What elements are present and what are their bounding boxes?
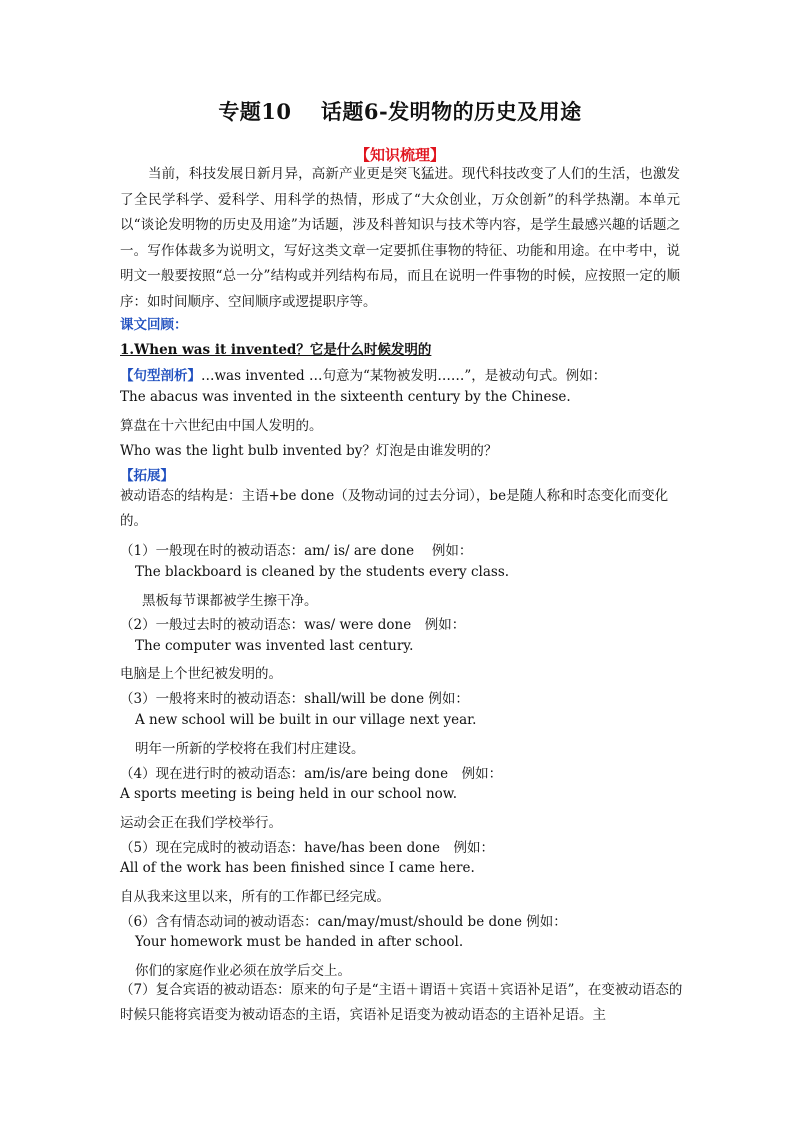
item3-zh: 明年一所新的学校将在我们村庄建设。 bbox=[135, 741, 365, 757]
knowledge-heading: 【知识梳理】 bbox=[354, 146, 445, 164]
item1-head: （1）一般现在时的被动语态：am/ is/ are done 例如： bbox=[120, 543, 473, 559]
item2-zh: 电脑是上个世纪被发明的。 bbox=[120, 666, 282, 682]
item7-text: （7）复合宾语的被动语态：原来的句子是“主语＋谓语＋宾语＋宾语补足语”，在变被动语态的时候只能将宾语变为被动语态的主语，宾语补足语变为被动语态的主语补足语。主 bbox=[120, 982, 683, 1023]
item3-en: A new school will be built in our village next year. bbox=[135, 712, 477, 728]
review-heading: 课文回顾： bbox=[120, 317, 188, 333]
item4-head: （4）现在进行时的被动语态：am/is/are being done 例如： bbox=[120, 766, 503, 782]
analysis-label: 【句型剖析】 bbox=[120, 368, 201, 384]
item5-zh: 自从我来这里以来，所有的工作都已经完成。 bbox=[120, 889, 390, 905]
item4-en: A sports meeting is being held in our school now. bbox=[120, 786, 458, 802]
analysis-text: …was invented …句意为“某物被发明……”，是被动句式。例如： bbox=[201, 368, 607, 384]
analysis-line bbox=[120, 364, 690, 384]
point1-title: 1.When was it invented？它是什么时候发明的 bbox=[120, 342, 432, 358]
example2: Who was the light bulb invented by？灯泡是由谁发明的？ bbox=[120, 443, 498, 459]
intro-paragraph: 当前，科技发展日新月异，高新产业更是突飞猛进。现代科技改变了人们的生活，也激发了全民学科学、爱科学、用科学的热情，形成了“大众创业，万众创新”的科学热潮。本单元以“谈论发明物的历史及用途”为话题，涉及科普知识与技术等内容，是学生最感兴趣的话题之一。写作体裁多为说明文，写好这类文章一定要抓住事物的特征、功能和用途。在中考中，说明文一般要按照“总一分”结构或并列结构布局，而且在说明一件事物的时候，应按照一定的顺序：如时间顺序、空间顺序或逻提职序等。 bbox=[120, 166, 680, 310]
structure-text: 被动语态的结构是：主语+be done（及物动词的过去分词），be是随人称和时态变化而变化的。 bbox=[120, 488, 669, 529]
page-title: 专题10 话题6-发明物的历史及用途 bbox=[218, 99, 582, 124]
item6-en: Your homework must be handed in after school. bbox=[135, 934, 464, 950]
item1-en: The blackboard is cleaned by the students every class. bbox=[135, 564, 510, 580]
expand-heading: 【拓展】 bbox=[120, 468, 174, 484]
item2-en: The computer was invented last century. bbox=[135, 638, 414, 654]
item2-head: （2）一般过去时的被动语态：was/ were done 例如： bbox=[120, 617, 466, 633]
example1-en: The abacus was invented in the sixteenth century by the Chinese. bbox=[120, 389, 571, 405]
item6-head: （6）含有情态动词的被动语态：can/may/must/should be done 例如： bbox=[120, 914, 567, 930]
item1-zh: 黑板每节课都被学生擦干净。 bbox=[142, 593, 318, 609]
item4-zh: 运动会正在我们学校举行。 bbox=[120, 815, 282, 831]
item5-head: （5）现在完成时的被动语态：have/has been done 例如： bbox=[120, 840, 495, 856]
example1-zh: 算盘在十六世纪由中国人发明的。 bbox=[120, 418, 323, 434]
item6-zh: 你们的家庭作业必须在放学后交上。 bbox=[135, 963, 351, 979]
item5-en: All of the work has been finished since I came here. bbox=[120, 860, 475, 876]
item3-head: （3）一般将来时的被动语态：shall/will be done 例如： bbox=[120, 691, 469, 707]
